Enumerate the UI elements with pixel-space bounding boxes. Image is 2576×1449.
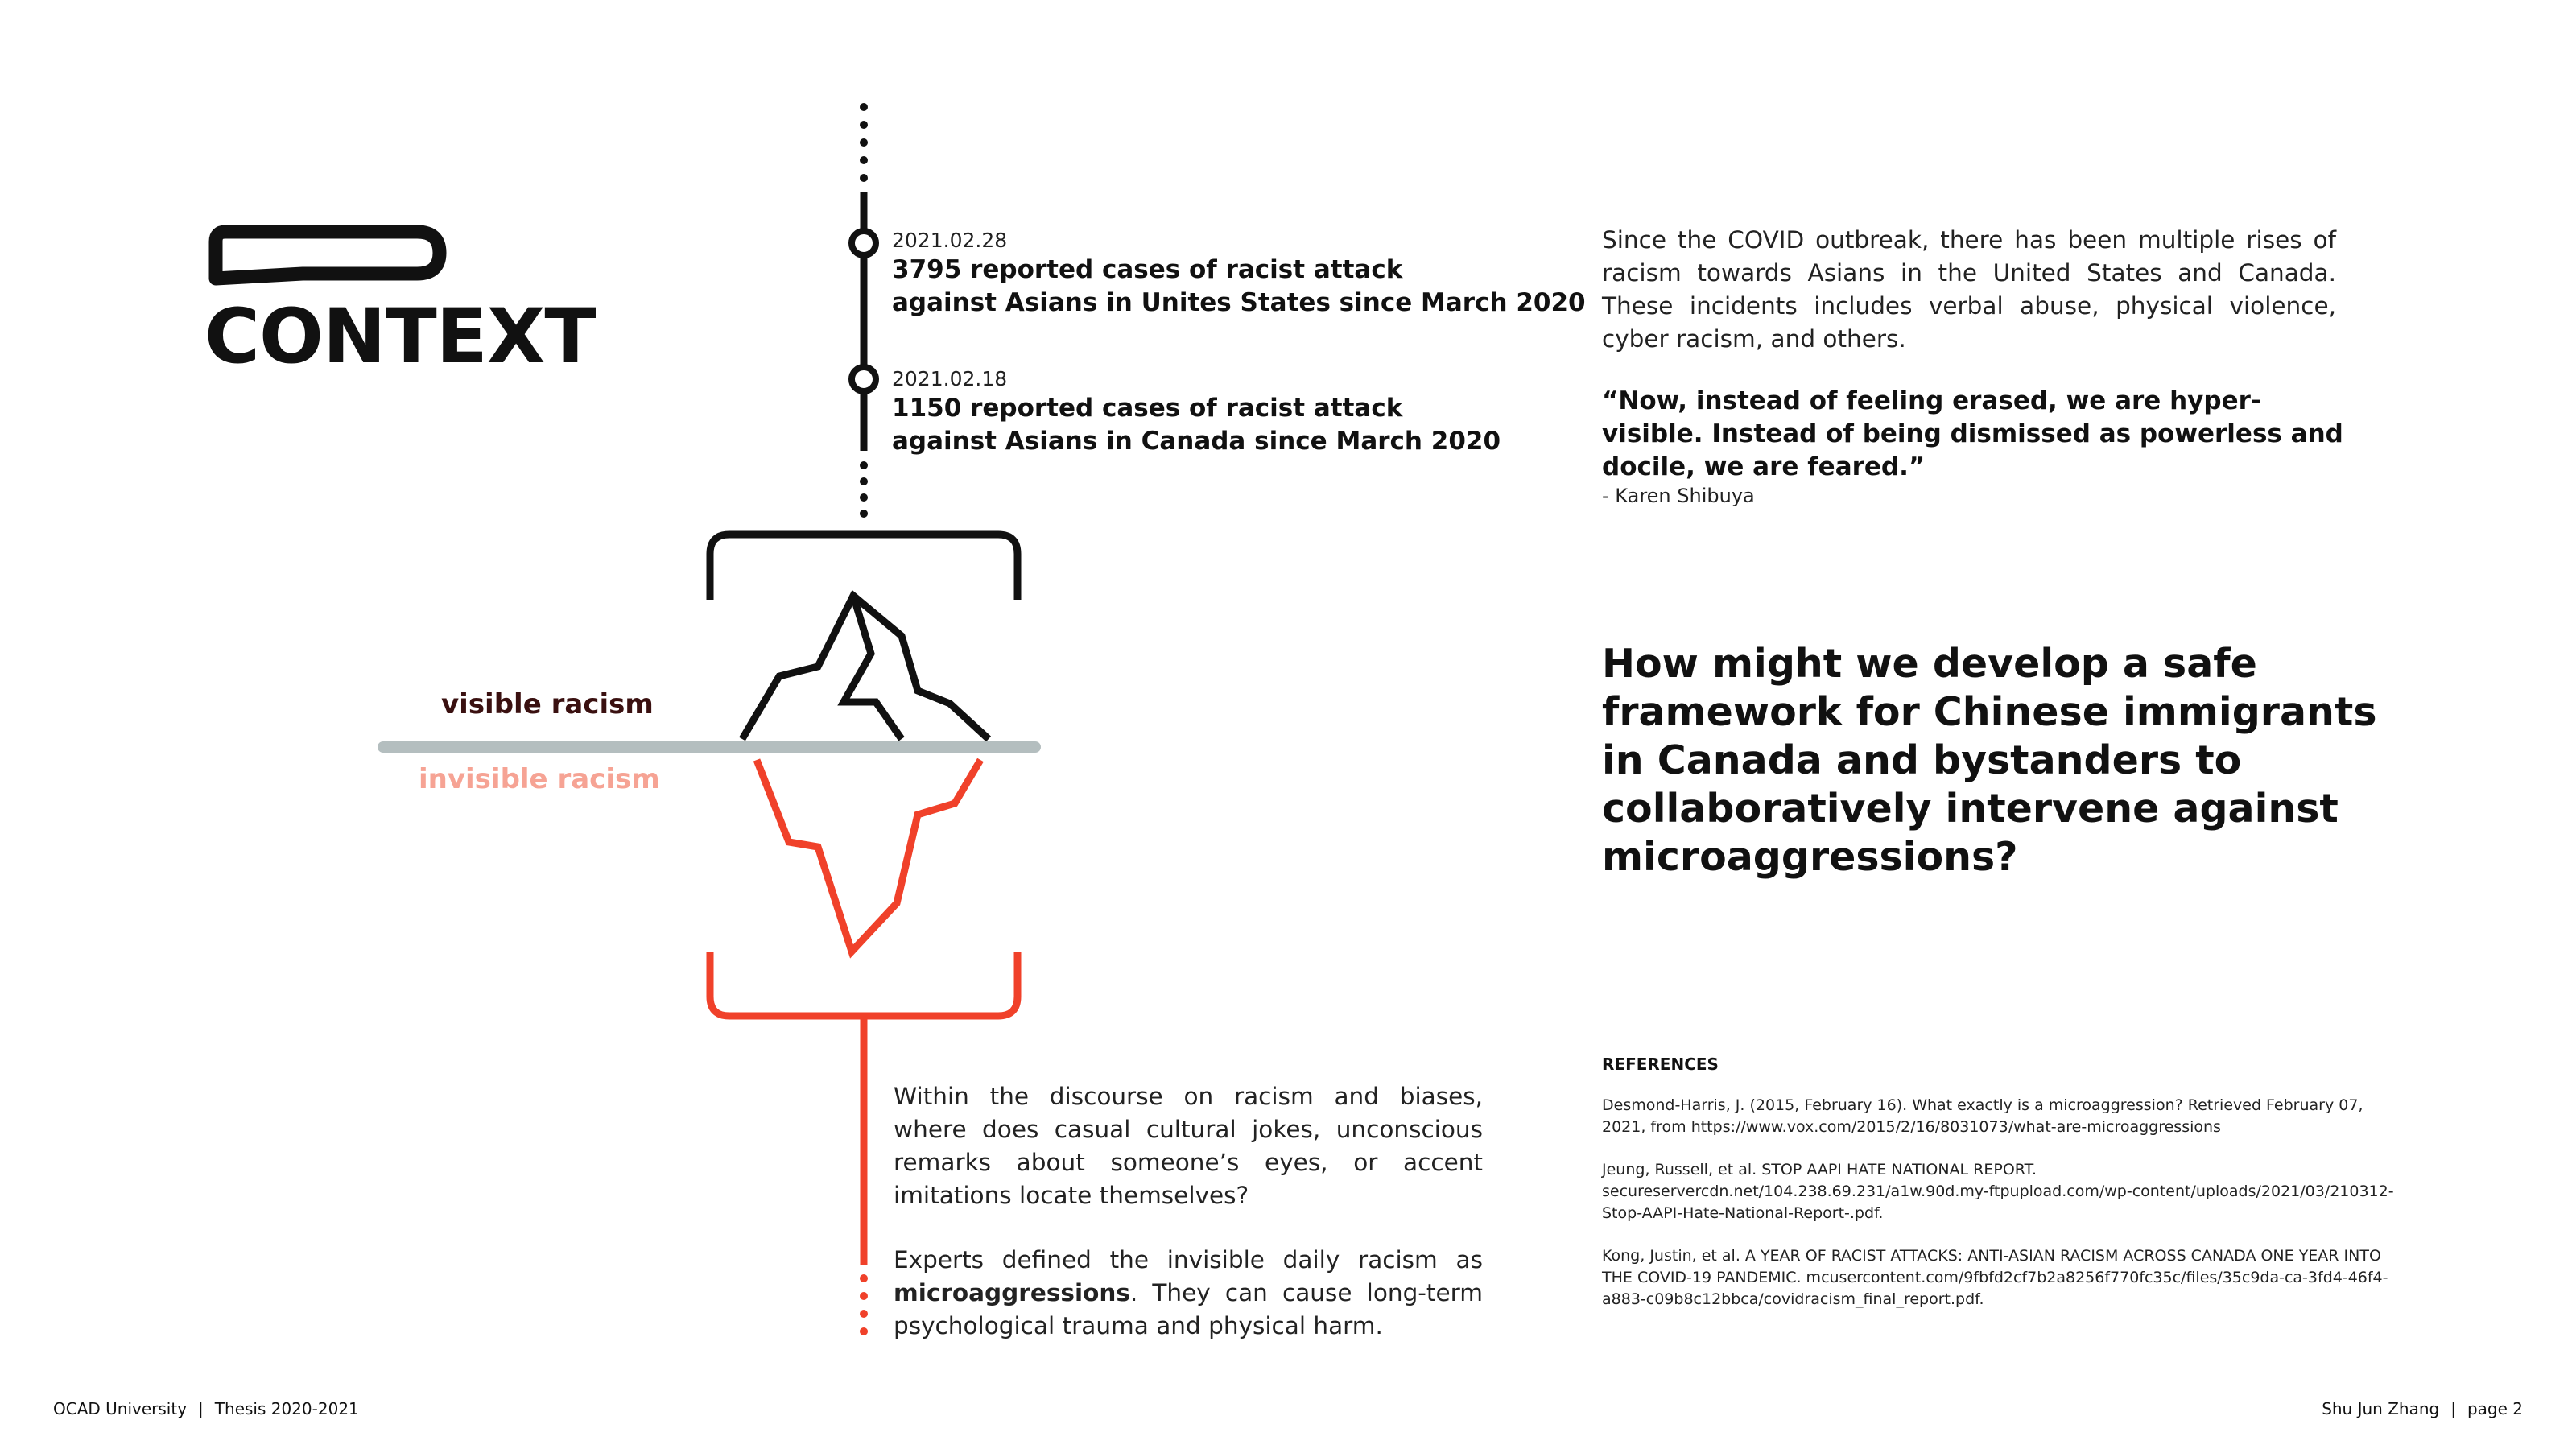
microaggression-text xyxy=(894,1080,1483,1343)
quote-text: “Now, instead of feeling erased, we are hyper-visible. Instead of being dismissed as powerless and docile, we are feared.” xyxy=(1602,386,2343,481)
footer-separator: | xyxy=(2450,1399,2456,1418)
timeline-iceberg-graphic xyxy=(0,0,1046,1368)
timeline-event-1 xyxy=(892,228,1586,320)
visible-racism-label: visible racism xyxy=(441,688,654,720)
event-title-line2: against Asians in Canada since March 2020 xyxy=(892,427,1501,456)
footer-right xyxy=(2322,1399,2523,1418)
quote-author: - Karen Shibuya xyxy=(1602,485,1755,507)
footer-separator: | xyxy=(198,1399,204,1418)
references-title: REFERENCES xyxy=(1602,1055,1719,1074)
timeline-node-1-icon xyxy=(852,231,876,255)
footer-school: OCAD University xyxy=(53,1399,188,1418)
event-title-line2: against Asians in Unites States since March 2020 xyxy=(892,288,1586,317)
timeline-dots-top xyxy=(860,103,868,182)
reference-item: Kong, Justin, et al. A YEAR OF RACIST ATTACKS: ANTI-ASIAN RACISM ACROSS CANADA ONE YEAR INTO THE COVID-19 PANDEMIC. mcusercontent.com/9fbfd2cf7b2a8256f770fc35c/files/35c9da-ca-3fd4-46f4-a883-c09b8c12bbca/covidracism_final_report.pdf. xyxy=(1602,1247,2388,1308)
micro-p2-after: . They can cause long-term psychological trauma and physical harm. xyxy=(894,1279,1483,1340)
invisible-racism-label: invisible racism xyxy=(419,763,660,795)
micro-term: microaggressions xyxy=(894,1279,1130,1307)
reference-item: Desmond-Harris, J. (2015, February 16). What exactly is a microaggression? Retrieved February 07, 2021, from https://www.vox.com/2015/2/16/8031073/what-are-microaggressions xyxy=(1602,1096,2363,1136)
timeline-dots-bottom xyxy=(860,1274,868,1335)
iceberg-invisible-icon xyxy=(757,760,980,952)
design-question: How might we develop a safe framework for Chinese immigrants in Canada and bystanders to collaboratively intervene against microaggressions? xyxy=(1602,641,2377,880)
event-date: 2021.02.28 xyxy=(892,229,1008,252)
intro-paragraph: Since the COVID outbreak, there has been multiple rises of racism towards Asians in the United States and Canada. These incidents includes verbal abuse, physical violence, cyber racism, and others. xyxy=(1602,226,2336,353)
timeline-dots-middle xyxy=(860,461,868,518)
iceberg-inner-ridge xyxy=(844,596,902,739)
footer-page: page 2 xyxy=(2467,1399,2523,1418)
event-date: 2021.02.18 xyxy=(892,367,1008,390)
reference-item: Jeung, Russell, et al. STOP AAPI HATE NATIONAL REPORT. secureservercdn.net/104.238.69.231/a1w.90d.my-ftpupload.com/wp-content/uploads/2021/03/210312-Stop-AAPI-Hate-National-Report-.pdf. xyxy=(1602,1161,2394,1222)
timeline-event-2 xyxy=(892,366,1501,458)
bracket-top xyxy=(710,535,1018,600)
page-title: CONTEXT xyxy=(204,293,596,381)
micro-p2-before: Experts defined the invisible daily racism as xyxy=(894,1246,1483,1274)
micro-paragraph-1: Within the discourse on racism and biases, where does casual cultural jokes, unconscious remarks about someone’s eyes, or accent imitations locate themselves? xyxy=(894,1083,1483,1209)
event-title-line1: 3795 reported cases of racist attack xyxy=(892,255,1403,284)
references-section xyxy=(1602,1055,2407,1331)
footer-left xyxy=(53,1399,359,1418)
footer-program: Thesis 2020-2021 xyxy=(214,1399,359,1418)
event-title-line1: 1150 reported cases of racist attack xyxy=(892,394,1403,423)
footer-author: Shu Jun Zhang xyxy=(2322,1399,2440,1418)
bracket-bottom xyxy=(710,952,1018,1016)
quote-block xyxy=(1602,385,2359,508)
timeline-node-2-icon xyxy=(852,367,876,391)
micro-paragraph-2 xyxy=(894,1244,1483,1343)
